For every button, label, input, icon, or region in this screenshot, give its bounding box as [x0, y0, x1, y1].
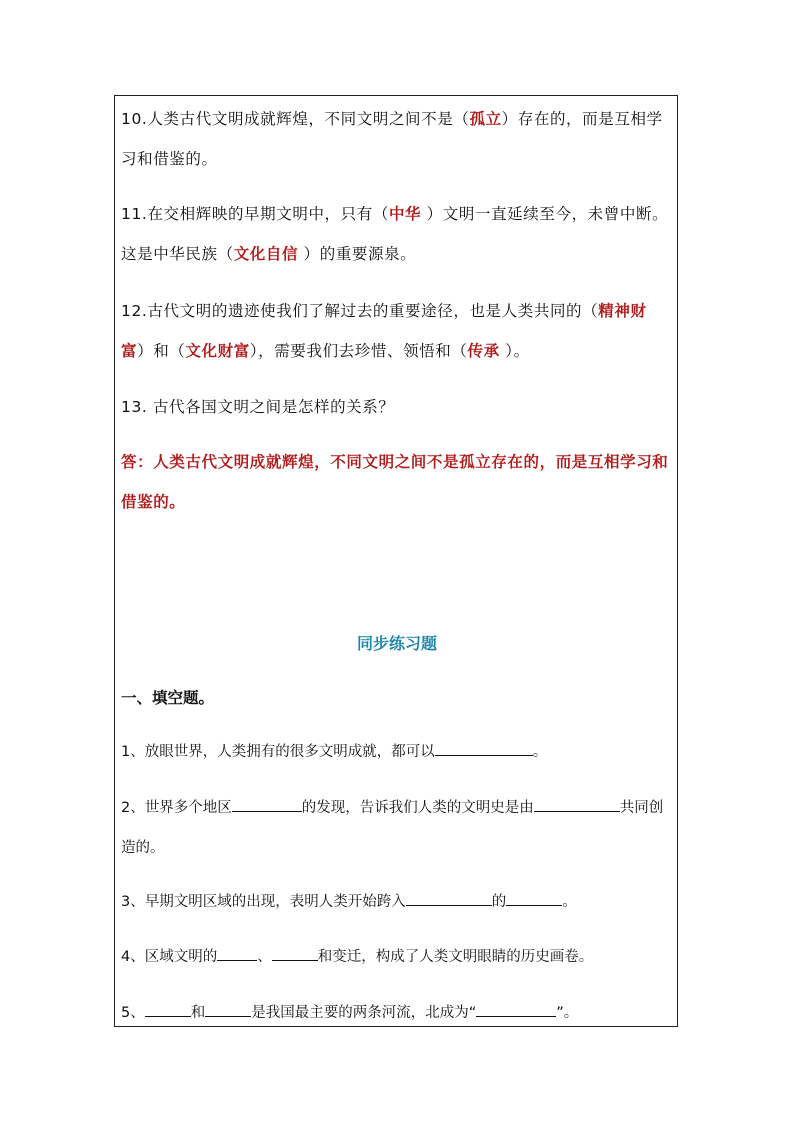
section-fill-in-blanks: 一、填空题。: [121, 689, 215, 707]
question-12: [121, 291, 671, 371]
blank-5b[interactable]: [205, 1000, 251, 1017]
blank-5a[interactable]: [145, 1000, 191, 1017]
e5-text-b: 和: [190, 1005, 206, 1021]
blank-3a[interactable]: [406, 889, 492, 906]
e1-text-b: 。: [532, 744, 548, 760]
blank-4b[interactable]: [272, 944, 318, 961]
exercise-3: [121, 882, 671, 922]
q10-text-c: ）存在的，而是互相学习和借鉴的。: [121, 110, 663, 168]
e2-text-c: 共同创造的。: [121, 800, 664, 856]
q12-text-g: ）。: [499, 342, 530, 360]
q11-text-c: ）文明一直延续至今，未曾中断。这是中华民族（: [121, 205, 669, 263]
e5-text-c: 是我国最主要的两条河流，北成为“: [251, 1005, 477, 1021]
exercise-2: [121, 788, 671, 868]
q12-answer-chuancheng: 传承: [467, 342, 500, 360]
q10-answer-gulì: 孤立: [469, 110, 502, 128]
answer-13: 答：人类古代文明成就辉煌，不同文明之间不是孤立存在的，而是互相学习和借鉴的。: [121, 453, 669, 511]
e4-text-a: 4、区域文明的: [121, 949, 218, 965]
q11-text-e: ）的重要源泉。: [298, 245, 417, 263]
e4-text-c: 和变迁，构成了人类文明眼睛的历史画卷。: [317, 949, 594, 965]
question-10: [121, 99, 671, 179]
exercise-1: [121, 732, 671, 772]
e5-text-a: 5、: [121, 1005, 145, 1021]
e3-text-b: 的: [491, 894, 507, 910]
e1-text-a: 1、放眼世界，人类拥有的很多文明成就，都可以: [121, 744, 435, 760]
exercise-title: 同步练习题: [356, 634, 437, 653]
e3-text-a: 3、早期文明区域的出现，表明人类开始跨入: [121, 894, 406, 910]
blank-2a[interactable]: [232, 795, 302, 812]
q11-answer-zhonghua: 中华: [388, 205, 422, 223]
e4-text-b: 、: [257, 949, 272, 965]
e2-text-b: 的发现，告诉我们人类的文明史是由: [301, 800, 534, 816]
blank-4a[interactable]: [217, 944, 257, 961]
blank-5c[interactable]: [476, 1000, 556, 1017]
e2-text-a: 2、世界多个地区: [121, 800, 232, 816]
question-11: [121, 194, 671, 274]
q10-text-a: 10.人类古代文明成就辉煌，不同文明之间不是（: [121, 110, 470, 128]
blank-1[interactable]: [435, 739, 533, 756]
e5-text-d: ”。: [556, 1005, 579, 1021]
blank-2b[interactable]: [534, 795, 620, 812]
q12-answer-jingshen: 精神财富: [121, 302, 647, 360]
q12-text-a: 12.古代文明的遗迹使我们了解过去的重要途径，也是人类共同的（: [121, 302, 599, 320]
q12-text-c: ）和（: [137, 342, 186, 360]
exercise-4: [121, 937, 671, 977]
q11-text-a: 11.在交相辉映的早期文明中，只有（: [121, 205, 389, 223]
q12-answer-wenhua: 文化财富: [185, 342, 250, 360]
exercise-5: [121, 993, 671, 1033]
content-frame: [114, 95, 678, 1027]
q11-answer-wenhua-zixin: 文化自信: [233, 245, 299, 263]
q12-text-e: ），需要我们去珍惜、领悟和（: [249, 342, 468, 360]
e3-text-c: 。: [562, 894, 577, 910]
blank-3b[interactable]: [506, 889, 562, 906]
question-13: 13. 古代各国文明之间是怎样的关系？: [121, 398, 395, 416]
